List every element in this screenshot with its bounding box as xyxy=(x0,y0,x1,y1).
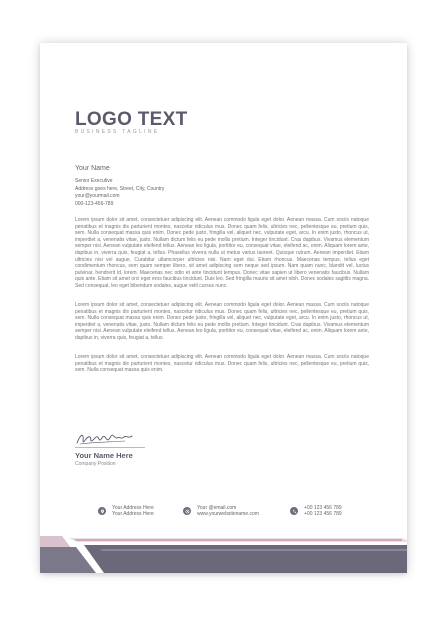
sender-title: Senior Executive xyxy=(75,178,113,184)
handwritten-signature xyxy=(75,431,135,447)
signature-position: Company Position xyxy=(75,461,116,467)
footer-phone xyxy=(290,505,342,517)
footer-email: Your @email.com xyxy=(197,505,237,511)
footer-phone-1: +00 123 456 789 xyxy=(304,505,342,511)
body-paragraph-3: Lorem ipsum dolor sit amet, consectetuer adipiscing elit. Aenean commodo ligula eget dolor. Aenean massa. Cum sociis natoque penatibus et magnis dis parturient montes, nascetur ridiculus mus. Donec quam felis, ultricies nec, pellentesque eu, pretium quis, sem. Nulla consequat massa quis enim. xyxy=(75,354,369,374)
footer-web xyxy=(183,505,259,517)
footer-phone-2: +00 123 456 789 xyxy=(304,511,342,518)
footer-website: www.yourwebsitename.com xyxy=(197,511,259,518)
business-tagline: BUSINESS TAGLINE xyxy=(75,129,160,135)
signature-name: Your Name Here xyxy=(75,451,133,460)
footer-address xyxy=(98,505,154,517)
sender-address: Address goes here, Street, City, Country xyxy=(75,185,165,192)
footer-address-line-2: Your Address Here xyxy=(112,511,154,518)
footer-decoration xyxy=(40,533,407,573)
sender-block xyxy=(75,165,164,208)
sender-name: Your Name xyxy=(75,165,110,172)
footer-address-line-1: Your Address Here xyxy=(112,505,154,511)
email-icon xyxy=(183,507,191,515)
signature-line xyxy=(75,447,145,448)
sender-phone: 000-123-456-789 xyxy=(75,200,114,207)
phone-icon xyxy=(290,507,298,515)
body-paragraph-1: Lorem ipsum dolor sit amet, consectetuer adipiscing elit. Aenean commodo ligula eget dolor. Aenean massa. Cum sociis natoque penatibus et magnis dis parturient montes, nascetur ridiculus mus. Donec quam felis, ultricies nec, pellentesque eu, pretium quis, sem. Nulla consequat massa quis enim. Donec pede justo, fringilla vel, aliquet nec, vulputate eget, arcu. In enim justo, rhoncus ut, imperdiet a, venenatis vitae, justo. Nullam dictum felis eu pede mollis pretium. Integer tincidunt. Cras dapibus. Vivamus elementum semper nisi. Aenean vulputate eleifend tellus. Aenean leo ligula, porttitor eu, consequat vitae, eleifend ac, enim. Aliquam lorem ante, dapibus in, viverra quis, feugiat a, tellus. Phasellus viverra nulla ut metus varius laoreet. Quisque rutrum. Aenean imperdiet. Etiam ultricies nisi vel augue. Curabitur ullamcorper ultricies nisi. Nam eget dui. Etiam rhoncus. Maecenas tempus, tellus eget condimentum rhoncus, sem quam semper libero, sit amet adipiscing sem neque sed ipsum. Nam quam nunc, blandit vel, luctus pulvinar, hendrerit id, lorem. Maecenas nec odio et ante tincidunt tempus. Donec vitae sapien ut libero venenatis faucibus. Nullam quis ante. Etiam sit amet orci eget eros faucibus tincidunt. Duis leo. Sed fringilla mauris sit amet nibh. Donec sodales sagittis magna. Sed consequat, leo eget bibendum sodales, augue velit cursus nunc. xyxy=(75,217,369,289)
logo-text: LOGO TEXT xyxy=(75,109,188,130)
body-paragraph-2: Lorem ipsum dolor sit amet, consectetuer adipiscing elit. Aenean commodo ligula eget dolor. Aenean massa. Cum sociis natoque penatibus et magnis dis parturient montes, nascetur ridiculus mus. Donec quam felis, ultricies nec, pellentesque eu, pretium quis, sem. Nulla consequat massa quis enim. Donec pede justo, fringilla vel, aliquet nec, vulputate eget, arcu. In enim justo, rhoncus ut, imperdiet a, venenatis vitae, justo. Nullam dictum felis eu pede mollis pretium. Integer tincidunt. Cras dapibus. Vivamus elementum semper nisi. Aenean vulputate eleifend tellus. Aenean leo ligula, porttitor eu, consequat vitae, eleifend ac, enim. Aliquam lorem ante, dapibus in, viverra quis, feugiat a, tellus. xyxy=(75,302,369,341)
location-icon xyxy=(98,507,106,515)
letterhead-page xyxy=(40,43,407,573)
sender-email: your@yourmail.com xyxy=(75,193,120,200)
